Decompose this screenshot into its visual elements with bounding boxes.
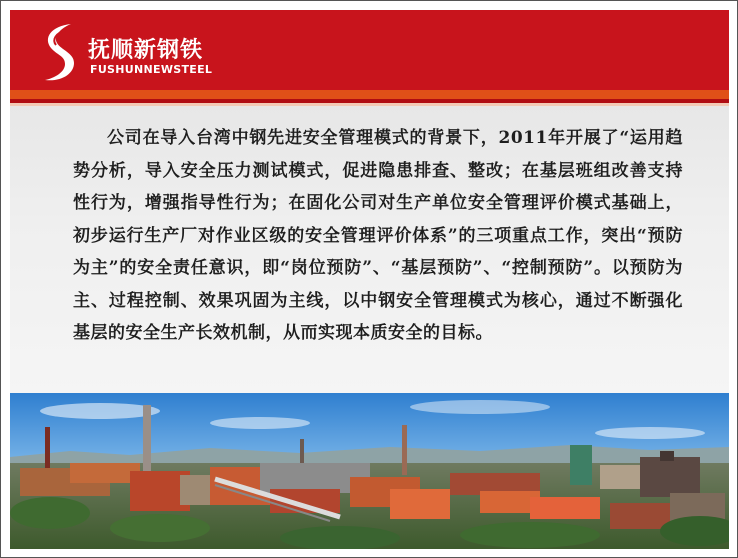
- company-logo-icon: [41, 20, 77, 86]
- steel-plant-panorama: [10, 393, 729, 549]
- divider-stripe: [10, 90, 729, 99]
- brand-name-en: FUSHUNNEWSTEEL: [90, 63, 213, 76]
- brand-name-cn: 抚顺新钢铁: [88, 38, 204, 63]
- body-paragraph: 公司在导入台湾中钢先进安全管理模式的背景下，2011年开展了“运用趋势分析，导入安全压力测试模式，促进隐患排查、整改；在基层班组改善支持性行为，增强指导性行为；在固化公司对生产单位安全管理评价模式基础上，初步运行生产厂对作业区级的安全管理评价体系”的三项重点工作，突出“预防为主”的安全责任意识，即“岗位预防”、“基层预防”、“控制预防”。以预防为主、过程控制、效果巩固为主线，以中钢安全管理模式为核心，通过不断强化基层的安全生产长效机制，从而实现本质安全的目标。: [73, 128, 683, 343]
- content-panel: [10, 106, 729, 394]
- header-banner: [10, 10, 729, 90]
